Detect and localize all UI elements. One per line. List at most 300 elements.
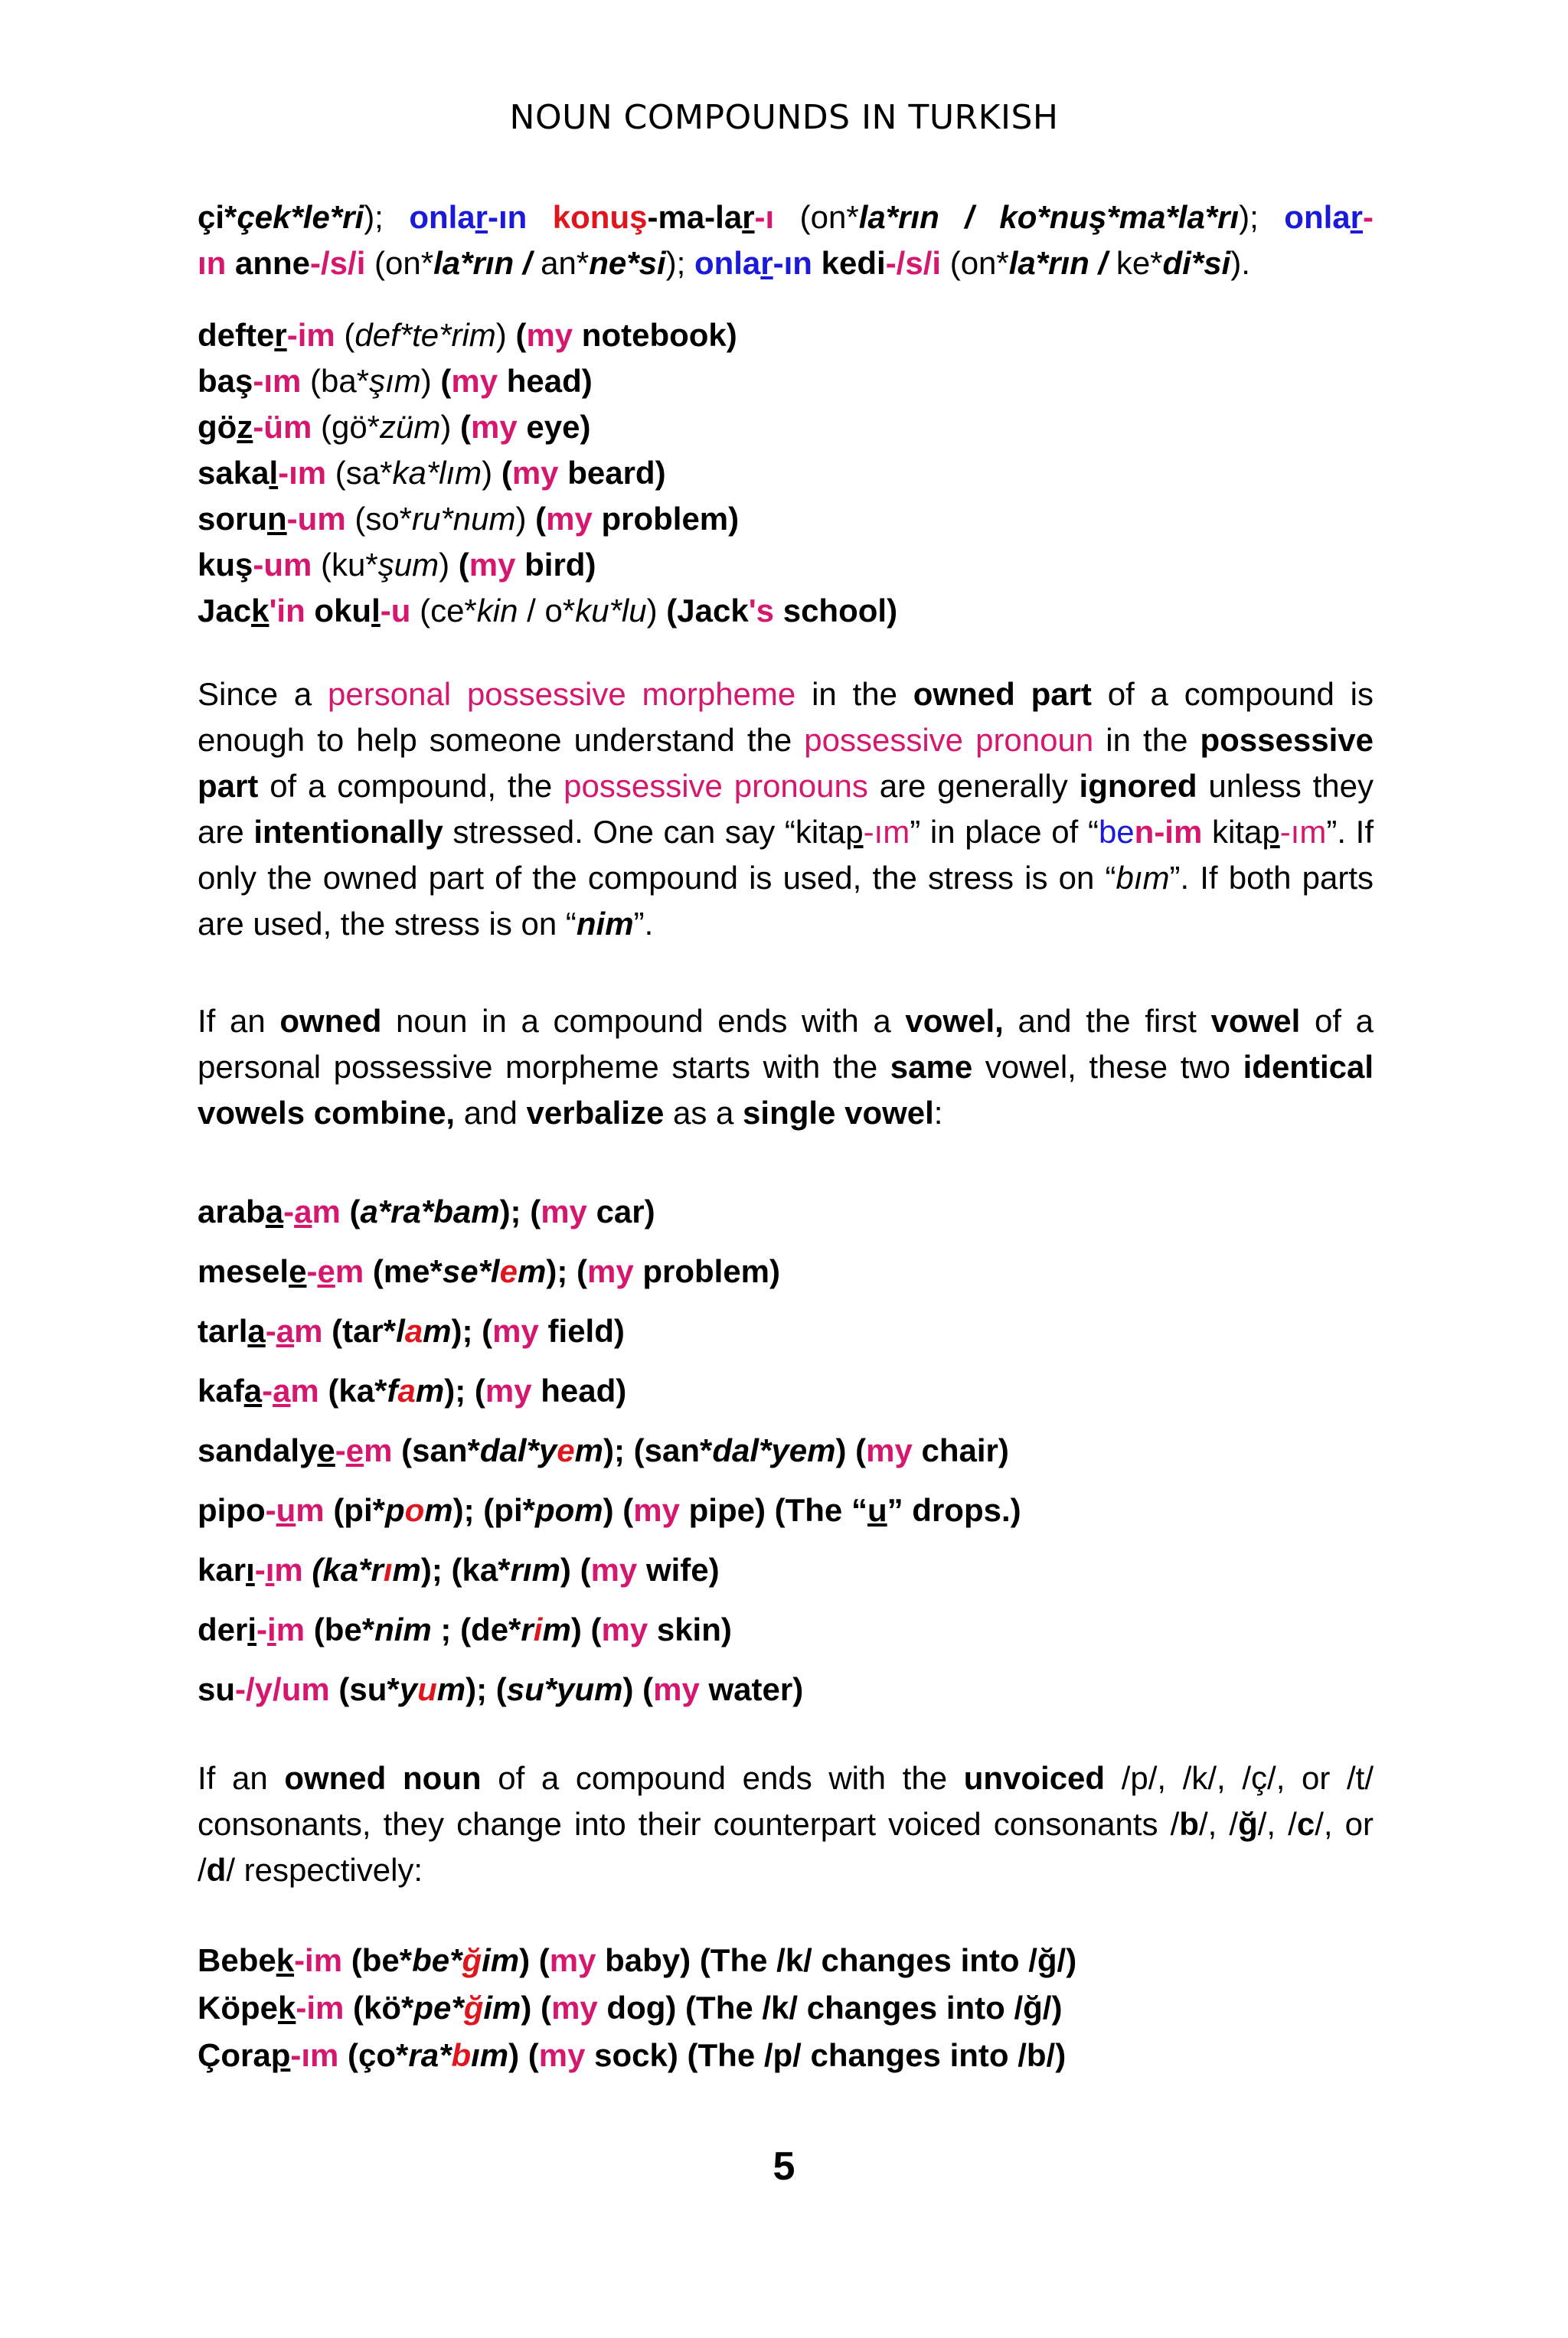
text-run: ım <box>471 2037 509 2073</box>
text-run: of a personal possessive morpheme starts with the <box>198 1003 1374 1085</box>
text-run: se*l <box>442 1253 500 1289</box>
text-run: ”. If only the owned part of the compound is used, the stress is on “ <box>198 814 1374 896</box>
text-run: -ım <box>290 2037 339 2073</box>
text-run: y <box>399 1671 418 1707</box>
text-run: intentionally <box>253 814 443 850</box>
text-run: vowel <box>1210 1003 1301 1039</box>
text-run: - <box>306 1253 318 1289</box>
text-run: (on* <box>365 245 434 281</box>
text-run: -u <box>380 593 411 629</box>
text-run: kin <box>476 593 518 629</box>
text-run: (so* <box>345 501 413 537</box>
text-run: ) ( <box>603 1492 634 1528</box>
text-run: pe* <box>413 1990 464 2026</box>
text-run: oku <box>314 593 372 629</box>
text-run: nim <box>576 906 634 942</box>
text-run: verbalize <box>526 1095 665 1131</box>
text-run: k <box>251 593 270 629</box>
text-run: e <box>317 1253 335 1289</box>
text-run: my <box>551 1990 598 2026</box>
page-number: 5 <box>773 2144 795 2189</box>
text-run: kuş <box>198 547 253 583</box>
text-run: beard) <box>558 455 666 491</box>
text-run: bird) <box>515 547 596 583</box>
text-run: m <box>436 1671 466 1707</box>
text-run: ku*lu <box>575 593 647 629</box>
text-run: ” in place of “ <box>910 814 1099 850</box>
paragraph-consonant-change <box>198 1755 1374 1893</box>
text-run: rım <box>510 1552 560 1588</box>
text-run: my <box>538 2037 586 2073</box>
text-run: k <box>278 1990 296 2026</box>
text-run: ın <box>198 245 235 281</box>
text-run: -/s/i <box>885 245 942 281</box>
text-run: -ım <box>278 455 327 491</box>
text-run: water) <box>699 1671 804 1707</box>
text-run <box>305 593 315 629</box>
text-run: -üm <box>253 409 312 445</box>
text-run: owned part <box>913 676 1092 712</box>
text-run: ); ( <box>499 1193 541 1229</box>
text-run: ke* <box>1116 245 1163 281</box>
text-run: - <box>265 1313 276 1349</box>
text-run: ı <box>265 1552 275 1588</box>
text-run: If an <box>198 1003 280 1039</box>
text-run: ) <box>495 317 516 353</box>
text-run: kita <box>1202 814 1263 850</box>
text-run: m <box>423 1313 452 1349</box>
example-line <box>198 1361 1374 1421</box>
example-line <box>198 404 1374 450</box>
text-run: gö <box>198 409 237 445</box>
text-run: b <box>1179 1806 1199 1842</box>
text-run: m <box>364 1432 393 1468</box>
text-run: ğ <box>1238 1806 1258 1842</box>
text-run: im <box>483 1990 521 2026</box>
text-run: sock) (The /p/ changes into /b/) <box>585 2037 1067 2073</box>
example-line <box>198 1182 1374 1242</box>
text-run: arab <box>198 1193 266 1229</box>
text-run: ı <box>246 1552 255 1588</box>
text-run: my <box>492 1313 539 1349</box>
text-run: baş <box>198 363 253 399</box>
text-run: -um <box>286 501 346 537</box>
text-run: in the <box>795 676 913 712</box>
text-run: onla <box>694 245 761 281</box>
text-run: m <box>294 1313 323 1349</box>
text-run: m <box>415 1373 445 1409</box>
text-run: m <box>542 1611 571 1647</box>
text-run: m <box>312 1193 341 1229</box>
text-run: ( <box>440 363 452 399</box>
text-run: problem) <box>592 501 740 537</box>
text-run: e <box>345 1432 364 1468</box>
text-run: ) ( <box>560 1552 591 1588</box>
example-line <box>198 358 1374 404</box>
text-run: - <box>254 1552 266 1588</box>
text-run: züm <box>380 409 441 445</box>
text-run: m <box>276 1611 305 1647</box>
text-run: kedi <box>821 245 886 281</box>
text-run: u <box>867 1492 887 1528</box>
intro-text <box>198 194 1374 286</box>
text-run: e <box>289 1253 307 1289</box>
text-run: soru <box>198 501 268 537</box>
example-line <box>198 1481 1374 1540</box>
text-run: ) <box>646 593 667 629</box>
text-run: i <box>533 1611 543 1647</box>
text-run: (ku* <box>312 547 378 583</box>
text-run: m <box>517 1253 547 1289</box>
example-line <box>198 1301 1374 1361</box>
intro-line-2 <box>198 240 1374 286</box>
text-run: a*ra*bam <box>360 1193 500 1229</box>
text-run: def*te*rim <box>354 317 496 353</box>
text-run: my <box>451 363 498 399</box>
text-run: are generally <box>867 768 1080 804</box>
text-run: ) <box>515 501 536 537</box>
text-run: kar <box>198 1552 247 1588</box>
text-run: ( <box>335 317 355 353</box>
text-run: my <box>469 547 516 583</box>
text-run: a <box>276 1313 295 1349</box>
text-run: (me* <box>364 1253 443 1289</box>
text-run: -im <box>286 317 335 353</box>
text-run: head) <box>498 363 593 399</box>
text-run: r <box>274 317 287 353</box>
text-run: a <box>404 1313 423 1349</box>
text-run: - <box>265 1492 276 1528</box>
text-run: and <box>455 1095 527 1131</box>
text-run: onla <box>1284 199 1351 235</box>
text-run: my <box>653 1671 700 1707</box>
text-run: skin) <box>648 1611 732 1647</box>
text-run: la*rın / <box>433 245 541 281</box>
text-run: an* <box>541 245 590 281</box>
text-run: - <box>262 1373 273 1409</box>
text-run: Bebe <box>198 1942 276 1978</box>
text-run: / o* <box>518 593 576 629</box>
text-run: ne*si <box>589 245 666 281</box>
text-run: ru*num <box>412 501 516 537</box>
text-run: e <box>557 1432 575 1468</box>
text-run: ); ( <box>444 1373 485 1409</box>
text-run: c <box>1296 1806 1315 1842</box>
text-run: be <box>1098 814 1135 850</box>
text-run: ); (san* <box>603 1432 713 1468</box>
text-run: (be* <box>305 1611 375 1647</box>
text-run: (Jack <box>666 593 749 629</box>
text-run: wife) <box>637 1552 720 1588</box>
text-run: la*rın / <box>1008 245 1116 281</box>
text-run: owned noun <box>284 1760 482 1796</box>
text-run: - <box>256 1611 268 1647</box>
text-run: mesel <box>198 1253 289 1289</box>
text-run: ); <box>1239 199 1285 235</box>
text-run: ); <box>364 199 410 235</box>
text-run: z <box>237 409 253 445</box>
text-run: m <box>274 1552 303 1588</box>
text-run: head) <box>531 1373 627 1409</box>
text-run: (san* <box>392 1432 480 1468</box>
text-run: as a <box>664 1095 743 1131</box>
text-run: ğ <box>463 1990 484 2026</box>
text-run: /, / <box>1257 1806 1297 1842</box>
text-run: of a compound ends with the <box>481 1760 964 1796</box>
text-run: dog) (The /k/ changes into /ğ/) <box>597 1990 1063 2026</box>
text-run: ka*lım <box>392 455 482 491</box>
text-run: my <box>633 1492 680 1528</box>
text-run: car) <box>586 1193 655 1229</box>
text-run: tarl <box>198 1313 248 1349</box>
text-run: my <box>511 455 559 491</box>
text-run: Since a <box>198 676 328 712</box>
text-run: my <box>866 1432 913 1468</box>
text-run: kaf <box>198 1373 244 1409</box>
text-run: di*si <box>1162 245 1231 281</box>
text-run: Çora <box>198 2037 271 2073</box>
text-run: f <box>387 1373 398 1409</box>
text-run: eye) <box>517 409 591 445</box>
text-run: - <box>1363 199 1374 235</box>
text-run: ) ( <box>519 1942 550 1978</box>
example-line <box>198 1660 1374 1719</box>
text-run: ); <box>665 245 694 281</box>
text-run: u <box>417 1671 437 1707</box>
text-run: ); (ka* <box>420 1552 511 1588</box>
text-run: r <box>475 199 488 235</box>
text-run: defte <box>198 317 275 353</box>
text-run: (on* <box>774 199 859 235</box>
text-run: e <box>499 1253 518 1289</box>
text-run: şum <box>377 547 439 583</box>
text-run: pom <box>534 1492 603 1528</box>
text-run: and the first <box>1003 1003 1211 1039</box>
text-run: my <box>485 1373 532 1409</box>
text-run: a <box>247 1313 266 1349</box>
text-run: ); ( <box>466 1671 507 1707</box>
text-run: ka*r <box>322 1552 384 1588</box>
text-run: - <box>335 1432 346 1468</box>
text-run: -ın <box>773 245 822 281</box>
text-run: r <box>760 245 773 281</box>
text-run: If an <box>198 1760 285 1796</box>
text-run: Köpe <box>198 1990 278 2026</box>
text-run: ) ( <box>508 2037 539 2073</box>
text-run: baby) (The /k/ changes into /ğ/) <box>596 1942 1077 1978</box>
text-run: ”. <box>633 906 654 942</box>
text-run: 's <box>748 593 775 629</box>
text-run: -/y/um <box>235 1671 330 1707</box>
text-run: (ba* <box>301 363 370 399</box>
text-run: konuş <box>552 199 648 235</box>
text-run: noun in a compound ends with a <box>381 1003 906 1039</box>
text-run: my <box>471 409 518 445</box>
text-run: ) <box>420 363 441 399</box>
text-run: my <box>549 1942 596 1978</box>
text-run: r <box>521 1611 534 1647</box>
text-run: anne <box>235 245 311 281</box>
example-line <box>198 588 1374 634</box>
text-run: pipo <box>198 1492 266 1528</box>
text-run: p <box>1262 814 1280 850</box>
text-run: a <box>273 1373 291 1409</box>
text-run: u <box>276 1492 296 1528</box>
text-run: possessive pronoun <box>804 722 1094 758</box>
text-run: e <box>317 1432 335 1468</box>
text-run: unvoiced <box>963 1760 1106 1796</box>
text-run: of a compound is enough to help someone understand the <box>198 676 1374 758</box>
text-run: ) <box>439 547 459 583</box>
text-run: possessive part <box>198 722 1374 804</box>
text-run: ) <box>482 455 501 491</box>
text-run: a <box>265 1193 284 1229</box>
text-run: /, or / <box>198 1806 1374 1888</box>
text-run: (kö* <box>344 1990 414 2026</box>
text-run: ” drops.) <box>887 1492 1021 1528</box>
text-run: n <box>1134 814 1155 850</box>
text-run: (tar* <box>322 1313 397 1349</box>
text-run: m <box>335 1253 364 1289</box>
text-run: a <box>397 1373 416 1409</box>
text-run: la*rın / ko*nuş*ma*la*rı <box>858 199 1240 235</box>
text-run: a <box>243 1373 263 1409</box>
text-run: p <box>384 1492 405 1528</box>
text-run: chair) <box>912 1432 1009 1468</box>
text-run: (be* <box>342 1942 413 1978</box>
text-run: m <box>424 1492 453 1528</box>
text-run: my <box>541 1193 587 1229</box>
text-run: /, / <box>1198 1806 1239 1842</box>
text-run: vowel, <box>905 1003 1004 1039</box>
example-line <box>198 1937 1374 1984</box>
text-run: field) <box>538 1313 625 1349</box>
text-run: m <box>574 1432 603 1468</box>
text-run: sandaly <box>198 1432 318 1468</box>
text-run: school) <box>774 593 898 629</box>
text-run: r <box>742 199 755 235</box>
text-run: dal*y <box>479 1432 557 1468</box>
example-line <box>198 1421 1374 1481</box>
text-run: şım <box>369 363 421 399</box>
text-run: ”. If both parts are used, the stress is on “ <box>198 860 1374 942</box>
text-run: ( <box>458 547 469 583</box>
text-run: identical vowels combine, <box>198 1049 1374 1131</box>
text-run: notebook) <box>573 317 737 353</box>
text-run: - <box>283 1193 295 1229</box>
text-run: p <box>270 2037 291 2073</box>
text-run: -ım <box>863 814 910 850</box>
example-list-3 <box>198 1937 1374 2079</box>
text-run: pipe) (The “ <box>679 1492 867 1528</box>
text-run: r <box>1350 199 1363 235</box>
page-header: NOUN COMPOUNDS IN TURKISH <box>509 98 1059 137</box>
text-run: ). <box>1230 245 1250 281</box>
text-run: n <box>267 501 287 537</box>
text-run: -ım <box>253 363 302 399</box>
text-run: b <box>451 2037 472 2073</box>
example-line <box>198 450 1374 496</box>
text-run: p <box>845 814 864 850</box>
text-run: Jac <box>198 593 252 629</box>
text-run: stressed. One can say “kita <box>443 814 846 850</box>
text-run: (su* <box>329 1671 400 1707</box>
text-run: l <box>371 593 381 629</box>
text-run: -im <box>296 1990 345 2026</box>
text-run: m <box>392 1552 421 1588</box>
text-run: -um <box>253 547 312 583</box>
text-run: 'in <box>269 593 305 629</box>
text-run: (ka* <box>318 1373 387 1409</box>
text-run: my <box>546 501 593 537</box>
example-line <box>198 1540 1374 1600</box>
text-run: (on* <box>941 245 1009 281</box>
text-run: (sa* <box>326 455 393 491</box>
text-run: -ım <box>1279 814 1327 850</box>
text-run: (gö* <box>312 409 381 445</box>
text-run: dal*yem <box>712 1432 836 1468</box>
intro-line-1 <box>198 194 1374 240</box>
text-run: ğ <box>462 1942 482 1978</box>
text-run: k <box>276 1942 295 1978</box>
text-run: in the <box>1093 722 1200 758</box>
text-run: a <box>294 1193 312 1229</box>
text-run: (pi* <box>324 1492 385 1528</box>
text-run: vowel, these two <box>972 1049 1243 1085</box>
example-line <box>198 312 1374 358</box>
text-run: ( <box>460 409 472 445</box>
text-run: der <box>198 1611 248 1647</box>
text-run: ) <box>440 409 461 445</box>
paragraph-possessive-pronouns <box>198 671 1374 947</box>
example-line <box>198 542 1374 588</box>
text-run: owned <box>279 1003 382 1039</box>
text-run: ; (de* <box>431 1611 521 1647</box>
example-line <box>198 1600 1374 1660</box>
text-run: ) ( <box>521 1990 552 2026</box>
text-run: -/s/i <box>310 245 366 281</box>
text-run: i <box>247 1611 257 1647</box>
text-run: /p/, /k/, /ç/, or /t/ consonants, they change into their counterpart voiced consonants / <box>198 1760 1374 1842</box>
text-run: onla <box>409 199 475 235</box>
text-run: / respectively: <box>226 1852 423 1888</box>
text-run: ); ( <box>451 1313 493 1349</box>
text-run: -im <box>294 1942 343 1978</box>
example-list-2 <box>198 1182 1374 1719</box>
text-run: ignored <box>1079 768 1197 804</box>
text-run: çek*le*ri <box>237 199 364 235</box>
paragraph-vowel-combination <box>198 998 1374 1136</box>
text-run: saka <box>198 455 270 491</box>
example-line <box>198 1984 1374 2032</box>
text-run: be* <box>412 1942 462 1978</box>
example-line <box>198 1242 1374 1301</box>
text-run: çi* <box>198 199 237 235</box>
text-run: ( <box>515 317 527 353</box>
text-run: problem) <box>633 1253 781 1289</box>
text-run: ); (pi* <box>452 1492 535 1528</box>
text-run: ) ( <box>570 1611 602 1647</box>
text-run: su*yum <box>506 1671 623 1707</box>
text-run: my <box>526 317 573 353</box>
text-run: bım <box>1116 860 1170 896</box>
example-line <box>198 2032 1374 2079</box>
text-run: my <box>590 1552 638 1588</box>
text-run: (ço* <box>338 2037 409 2073</box>
text-run: ra* <box>408 2037 452 2073</box>
example-list-1 <box>198 312 1374 634</box>
text-run: l <box>396 1313 405 1349</box>
